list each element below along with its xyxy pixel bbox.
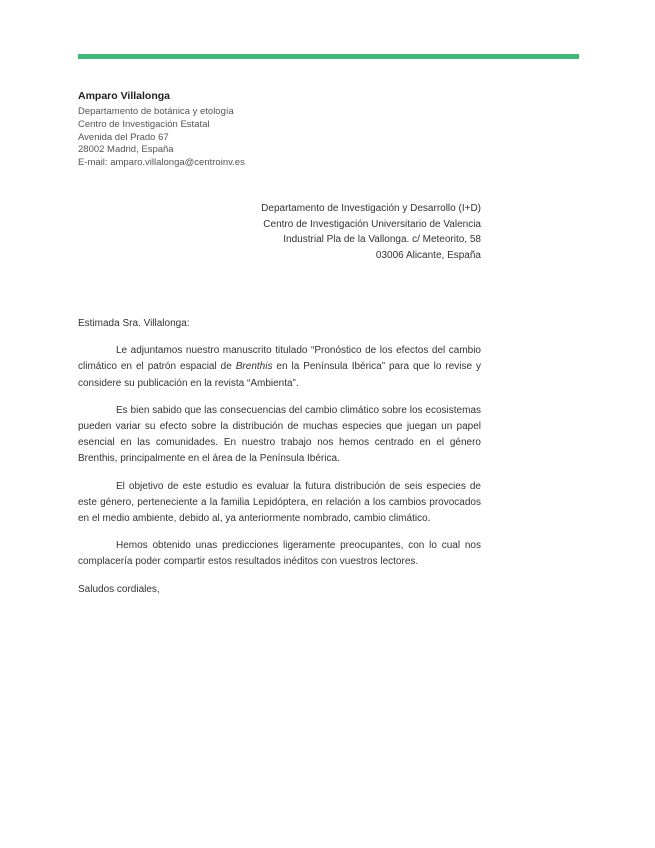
header-accent-bar — [78, 54, 579, 59]
letter-paragraph-3: El objetivo de este estudio es evaluar la futura distribución de seis especies de este género, perteneciente a la familia Lepidóptera, en relación a los cambios provocados en el medio ambiente, debido al, ya anteriormente nombrado, cambio climático. — [78, 480, 481, 525]
genus-name-italic: Brenthis — [235, 361, 273, 373]
paragraph-1-text-a: Le adjuntamos nuestro manuscrito titulado “Pronóstico de los efectos del cambio climático en el patrón espacial de — [78, 345, 481, 373]
sender-name: Amparo Villalonga — [78, 90, 170, 102]
sender-block — [78, 90, 378, 170]
sender-city: 28002 Madrid, España — [78, 144, 174, 156]
paragraph-1-text-b: en la Península Ibérica” para que lo revise y considere su publicación en la revista “Ambienta”. — [78, 361, 482, 389]
letter-closing: Saludos cordiales, — [78, 583, 160, 595]
letter-salutation: Estimada Sra. Villalonga: — [78, 318, 190, 329]
recipient-block — [261, 201, 481, 263]
letter-paragraph-2: Es bien sabido que las consecuencias del cambio climático sobre los ecosistemas pueden variar su efecto sobre la distribución de muchas especies que juegan un papel esencial en las comunidades. En nuestro trabajo nos hemos centrado en el género Brenthis, principalmente en el área de la Península Ibérica. — [78, 404, 481, 465]
letter-paragraph-1 — [78, 343, 481, 392]
recipient-department: Departamento de Investigación y Desarrollo (I+D) — [261, 203, 481, 214]
sender-department: Departamento de botánica y etología — [78, 106, 234, 117]
recipient-street: Industrial Pla de la Vallonga. c/ Meteorito, 58 — [283, 234, 481, 245]
sender-email: E-mail: amparo.villalonga@centroinv.es — [78, 157, 245, 169]
sender-institution: Centro de Investigación Estatal — [78, 118, 210, 130]
sender-street: Avenida del Prado 67 — [78, 131, 169, 143]
recipient-city: 03006 Alicante, España — [375, 249, 481, 261]
recipient-institution: Centro de Investigación Universitario de Valencia — [263, 218, 481, 230]
letter-paragraph-4: Hemos obtenido unas predicciones ligeramente preocupantes, con lo cual nos complacería poder compartir estos resultados inéditos con vuestros lectores. — [78, 540, 481, 568]
letter-body — [78, 316, 481, 598]
